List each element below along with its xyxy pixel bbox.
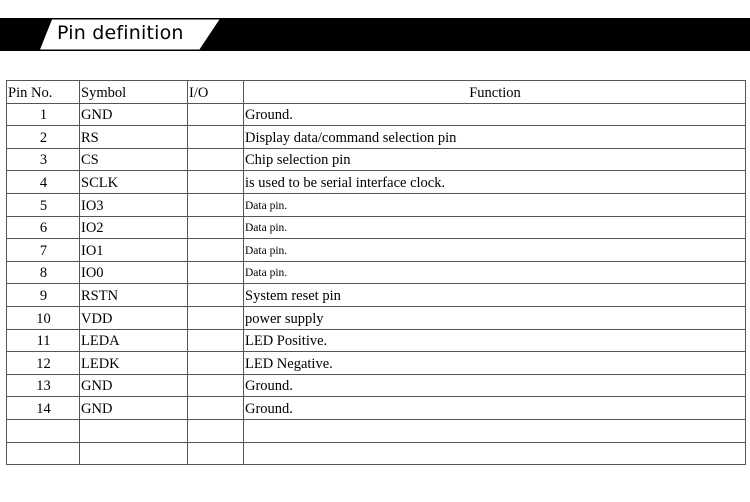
io-cell bbox=[188, 284, 244, 307]
symbol-cell: GND bbox=[80, 374, 188, 397]
pin-number-cell: 4 bbox=[7, 171, 80, 194]
table-row bbox=[7, 442, 746, 465]
pin-number-cell: 8 bbox=[7, 261, 80, 284]
symbol-cell: LEDA bbox=[80, 329, 188, 352]
function-cell: LED Positive. bbox=[244, 329, 746, 352]
pin-number-cell: 12 bbox=[7, 352, 80, 375]
table-row bbox=[7, 193, 746, 216]
io-cell bbox=[188, 103, 244, 126]
table-row bbox=[7, 306, 746, 329]
symbol-cell: GND bbox=[80, 103, 188, 126]
column-header-pin-no: Pin No. bbox=[7, 81, 80, 104]
symbol-cell: IO0 bbox=[80, 261, 188, 284]
table-row bbox=[7, 374, 746, 397]
io-cell bbox=[188, 193, 244, 216]
pin-number-cell: 5 bbox=[7, 193, 80, 216]
pin-definition-table bbox=[6, 80, 746, 465]
pin-number-cell: 13 bbox=[7, 374, 80, 397]
symbol-cell: LEDK bbox=[80, 352, 188, 375]
function-cell: Data pin. bbox=[244, 193, 746, 216]
io-cell bbox=[188, 374, 244, 397]
pin-number-cell: 10 bbox=[7, 306, 80, 329]
symbol-cell: IO1 bbox=[80, 239, 188, 262]
pin-number-cell: 6 bbox=[7, 216, 80, 239]
symbol-cell: GND bbox=[80, 397, 188, 420]
table-row bbox=[7, 171, 746, 194]
function-cell: Chip selection pin bbox=[244, 148, 746, 171]
io-cell bbox=[188, 397, 244, 420]
table-row bbox=[7, 103, 746, 126]
function-cell: is used to be serial interface clock. bbox=[244, 171, 746, 194]
table-body bbox=[7, 103, 746, 465]
function-cell: Display data/command selection pin bbox=[244, 126, 746, 149]
table-row bbox=[7, 148, 746, 171]
pin-number-cell: 9 bbox=[7, 284, 80, 307]
io-cell bbox=[188, 306, 244, 329]
column-header-function: Function bbox=[244, 81, 746, 104]
column-header-io: I/O bbox=[188, 81, 244, 104]
table-row bbox=[7, 261, 746, 284]
function-cell: Data pin. bbox=[244, 216, 746, 239]
symbol-cell: CS bbox=[80, 148, 188, 171]
io-cell bbox=[188, 216, 244, 239]
symbol-cell bbox=[80, 419, 188, 442]
symbol-cell: VDD bbox=[80, 306, 188, 329]
pin-number-cell bbox=[7, 419, 80, 442]
symbol-cell: IO2 bbox=[80, 216, 188, 239]
function-cell: Ground. bbox=[244, 397, 746, 420]
header-banner bbox=[0, 18, 750, 51]
function-cell bbox=[244, 419, 746, 442]
table-row bbox=[7, 352, 746, 375]
function-cell: Data pin. bbox=[244, 239, 746, 262]
page-title: Pin definition bbox=[57, 22, 184, 44]
io-cell bbox=[188, 126, 244, 149]
table-row bbox=[7, 397, 746, 420]
pin-number-cell: 3 bbox=[7, 148, 80, 171]
function-cell: power supply bbox=[244, 306, 746, 329]
table-header-row bbox=[7, 81, 746, 104]
io-cell bbox=[188, 419, 244, 442]
function-cell: System reset pin bbox=[244, 284, 746, 307]
function-cell: Data pin. bbox=[244, 261, 746, 284]
table-row bbox=[7, 239, 746, 262]
table-row bbox=[7, 329, 746, 352]
table-row bbox=[7, 284, 746, 307]
io-cell bbox=[188, 171, 244, 194]
pin-number-cell: 11 bbox=[7, 329, 80, 352]
function-cell: LED Negative. bbox=[244, 352, 746, 375]
io-cell bbox=[188, 442, 244, 465]
io-cell bbox=[188, 352, 244, 375]
function-cell: Ground. bbox=[244, 374, 746, 397]
pin-number-cell bbox=[7, 442, 80, 465]
table-row bbox=[7, 126, 746, 149]
io-cell bbox=[188, 261, 244, 284]
pin-number-cell: 1 bbox=[7, 103, 80, 126]
symbol-cell: SCLK bbox=[80, 171, 188, 194]
pin-number-cell: 7 bbox=[7, 239, 80, 262]
column-header-symbol: Symbol bbox=[80, 81, 188, 104]
table-row bbox=[7, 216, 746, 239]
io-cell bbox=[188, 239, 244, 262]
io-cell bbox=[188, 329, 244, 352]
pin-number-cell: 14 bbox=[7, 397, 80, 420]
symbol-cell bbox=[80, 442, 188, 465]
symbol-cell: RSTN bbox=[80, 284, 188, 307]
pin-number-cell: 2 bbox=[7, 126, 80, 149]
io-cell bbox=[188, 148, 244, 171]
symbol-cell: IO3 bbox=[80, 193, 188, 216]
function-cell: Ground. bbox=[244, 103, 746, 126]
table-row bbox=[7, 419, 746, 442]
function-cell bbox=[244, 442, 746, 465]
symbol-cell: RS bbox=[80, 126, 188, 149]
